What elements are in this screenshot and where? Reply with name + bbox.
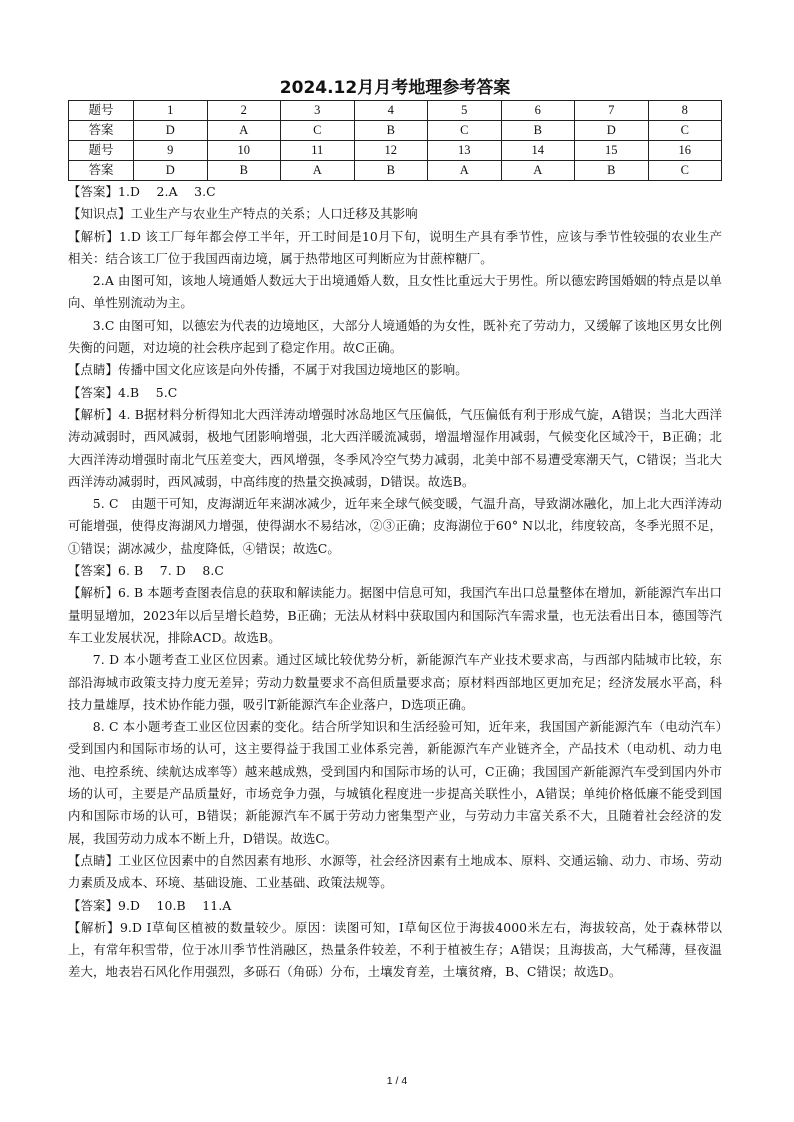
table-cell: 13 [428, 141, 502, 161]
table-cell: D [134, 121, 208, 141]
table-cell: C [648, 161, 722, 181]
table-cell: 10 [207, 141, 281, 161]
table-cell: D [575, 121, 649, 141]
paragraph: 【点睛】工业区位因素中的自然因素有地形、水源等，社会经济因素有土地成本、原料、交通运输、动力、市场、劳动力素质及成本、环境、基础设施、工业基础、政策法规等。 [68, 852, 722, 891]
table-cell: C [648, 121, 722, 141]
paragraph: 5. C 由题干可知，皮海湖近年来湖冰减少，近年来全球气候变暖，气温升高，导致湖冰融化，加上北大西洋涛动可能增强，使得皮海湖风力增强，使得湖水不易结冰，②③正确；皮海湖位于60° N以北，纬度较高，冬季光照不足，①错误；湖冰减少，盐度降低，④错误；故选C。 [68, 496, 722, 556]
table-cell: 3 [281, 101, 355, 121]
paragraph: 【答案】4.B 5.C [68, 384, 178, 400]
table-cell: 4 [354, 101, 428, 121]
paragraph: 【解析】1.D 该工厂每年都会停工半年，开工时间是10月下旬，说明生产具有季节性，应该与季节性较强的农业生产相关：结合该工厂位于我国西南边境，属于热带地区可判断应为甘蔗榨糖厂。 [68, 228, 722, 266]
paragraph: 8. C 本小题考查工业区位因素的变化。结合所学知识和生活经验可知，近年来，我国国产新能源汽车（电动汽车）受到国内和国际市场的认可，这主要得益于我国工业体系完善，新能源汽车产业链齐全，产品技术（电动机、动力电池、电控系统、续航达成率等）越来越成熟，受到国内和国际市场的认可，C正确；我国国产新能源汽车受到国内外市场的认可，主要是产品质量好，市场竞争力强，与城镇化程度进一步提高关联性小，A错误；单纯价格低廉不能受到国内和国际市场的认可，B错误；新能源汽车不属于劳动力密集型产业，与劳动力丰富关系不大，且随着社会经济的发展，我国劳动力成本不断上升，D错误。故选C。 [68, 719, 722, 846]
table-cell: B [575, 161, 649, 181]
page-number: 1 / 4 [386, 1075, 408, 1087]
table-cell: 16 [648, 141, 722, 161]
table-cell: C [428, 121, 502, 141]
table-cell: 9 [134, 141, 208, 161]
table-cell: A [501, 161, 575, 181]
paragraph: 【解析】9.D Ⅰ草甸区植被的数量较少。原因：读图可知，Ⅰ草甸区位于海拔4000米左右，海拔较高，处于森林带以上，有常年积雪带，位于冰川季节性消融区，热量条件较差，不利于植被生存；A错误；且海拔高，大气稀薄，昼夜温差大，地表岩石风化作用强烈，多砾石（角砾）分布，土壤发育差，土壤贫瘠，B、C错误；故选D。 [68, 919, 722, 980]
table-cell: 1 [134, 101, 208, 121]
paragraph: 【解析】4. B据材料分析得知北大西洋涛动增强时冰岛地区气压偏低，气压偏低有利于形成气旋，A错误；当北大西洋涛动减弱时，西风减弱，极地气团影响增强，北大西洋暖流减弱，增温增湿作用减弱，气候变化区域冷干，B正确；北大西洋涛动增强时南北气压差变大，西风增强，冬季风冷空气势力减弱，北美中部不易遭受寒潮天气，C错误；当北大西洋涛动减弱时，西风减弱，中高纬度的热量交换减弱，D错误。故选B。 [68, 406, 722, 489]
paragraph: 【点睛】传播中国文化应该是向外传播，不属于对我国边境地区的影响。 [68, 362, 468, 378]
table-cell: 8 [648, 101, 722, 121]
table-row [69, 161, 722, 181]
answer-explanations [68, 181, 722, 984]
table-row [69, 141, 722, 161]
table-row-header: 答案 [69, 161, 134, 181]
table-cell: B [207, 161, 281, 181]
table-row [69, 121, 722, 141]
table-cell: B [501, 121, 575, 141]
table-cell: B [354, 161, 428, 181]
table-row-header: 题号 [69, 101, 134, 121]
table-cell: C [281, 121, 355, 141]
table-cell: 2 [207, 101, 281, 121]
paragraph: 【答案】6. B 7. D 8.C [68, 563, 224, 579]
paragraph: 2.A 由图可知，该地人境通婚人数远大于出境通婚人数，且女性比重远大于男性。所以德宏跨国婚姻的特点是以单向、单性别流动为主。 [68, 273, 722, 311]
table-cell: D [134, 161, 208, 181]
paragraph: 7. D 本小题考查工业区位因素。通过区域比较优势分析，新能源汽车产业技术要求高，与西部内陆城市比较，东部沿海城市政策支持力度无差异；劳动力数量要求不高但质量要求高；原材料西部地区更加充足；经济发展水平高，科技力量雄厚，技术协作能力强，吸引T新能源汽车企业落户，D选项正确。 [68, 652, 722, 712]
paragraph: 【知识点】工业生产与农业生产特点的关系；人口迁移及其影响 [68, 206, 418, 222]
table-cell: B [354, 121, 428, 141]
paragraph: 【答案】1.D 2.A 3.C [68, 184, 216, 199]
answer-table [68, 100, 722, 181]
table-cell: 12 [354, 141, 428, 161]
table-cell: A [428, 161, 502, 181]
paragraph: 【答案】9.D 10.B 11.A [68, 897, 232, 913]
page-content [68, 76, 722, 984]
page-title: 2024.12月月考地理参考答案 [279, 78, 511, 98]
table-cell: 5 [428, 101, 502, 121]
paragraph: 3.C 由图可知，以德宏为代表的边境地区，大部分人境通婚的为女性，既补充了劳动力，又缓解了该地区男女比例失衡的问题，对边境的社会秩序起到了稳定作用。故C正确。 [68, 317, 722, 356]
table-cell: 14 [501, 141, 575, 161]
table-row-header: 题号 [69, 141, 134, 161]
table-row [69, 101, 722, 121]
table-row-header: 答案 [69, 121, 134, 141]
table-cell: A [207, 121, 281, 141]
table-cell: 6 [501, 101, 575, 121]
table-cell: 11 [281, 141, 355, 161]
table-cell: A [281, 161, 355, 181]
paragraph: 【解析】6. B 本题考查图表信息的获取和解读能力。据图中信息可知，我国汽车出口总量整体在增加，新能源汽车出口量明显增加，2023年以后呈增长趋势，B正确；无法从材料中获取国内和国际汽车需求量，也无法看出日本，德国等汽车工业发展状况，排除ACD。故选B。 [68, 585, 722, 645]
table-cell: 15 [575, 141, 649, 161]
table-cell: 7 [575, 101, 649, 121]
